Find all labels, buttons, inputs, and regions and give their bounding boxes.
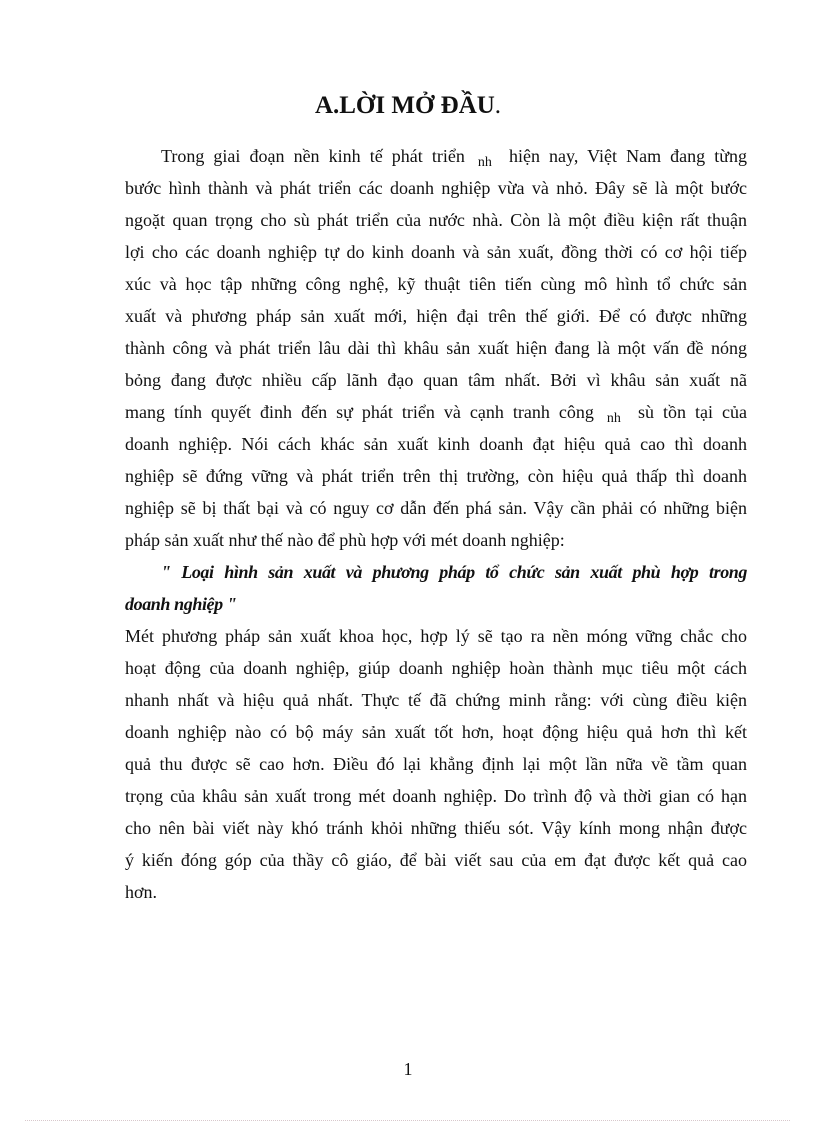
- text-line: quả thu được sẽ cao hơn. Điều đó lại khẳng định lại một lần nữa về tầm quan: [125, 754, 747, 774]
- text-line: nhanh nhất và hiệu quả nhất. Thực tế đã chứng minh rằng: với cùng điều kiện: [125, 690, 747, 710]
- text-line: xúc và học tập những công nghệ, kỹ thuật tiên tiến cùng mô hình tổ chức sản: [125, 274, 747, 294]
- stray-subscript-fragment: nh: [477, 155, 492, 170]
- text-line: " Loại hình sản xuất và phương pháp tổ chức sản xuất phù hợp trong: [161, 562, 747, 582]
- text-line: cho nên bài viết này khó tránh khỏi những thiếu sót. Vậy kính mong nhận được: [125, 818, 747, 838]
- paragraph-intro: [125, 140, 747, 556]
- stray-subscript-fragment: nh: [606, 411, 621, 426]
- paragraph-conclusion: [125, 620, 747, 908]
- document-body: [125, 140, 747, 908]
- text-line: lợi cho các doanh nghiệp tự do kinh doanh và sản xuất, đồng thời có cơ hội tiếp: [125, 242, 747, 262]
- text-line: xuất và phương pháp sản xuất mới, hiện đại trên thế giới. Để có được những: [125, 306, 747, 326]
- text-line: hơn.: [125, 882, 158, 902]
- text-line: bỏng đang được nhiều cấp lãnh đạo quan tâm nhất. Bởi vì khâu sản xuất nã: [125, 370, 747, 390]
- text-line: ngoặt quan trọng cho sù phát triển của nước nhà. Còn là một điều kiện rất thuận: [125, 210, 747, 230]
- text-line: doanh nghiệp nào có bộ máy sản xuất tốt hơn, hoạt động hiệu quả hơn thì kết: [125, 722, 747, 742]
- text-line: trọng của khâu sản xuất trong mét doanh nghiệp. Do trình độ và thời gian có hạn: [125, 786, 747, 806]
- text-line: mang tính quyết đinh đến sự phát triển và cạnh tranh công $_{nh}$ sù tồn tại của: [125, 402, 747, 426]
- text-line: thành công và phát triển lâu dài thì khâu sản xuất hiện đang là một vấn đề nóng: [125, 338, 747, 358]
- text-line: nghiệp sẽ đứng vững và phát triển trên thị trường, còn hiệu quả thấp thì doanh: [125, 466, 747, 486]
- title-period: .: [494, 92, 502, 119]
- title-text: A.LỜI MỞ ĐẦU: [314, 92, 495, 119]
- page-boundary-divider: [25, 1120, 790, 1121]
- text-line: bước hình thành và phát triển các doanh nghiệp vừa và nhỏ. Đây sẽ là một bước: [125, 178, 747, 198]
- paragraph-topic-quote: [125, 556, 747, 620]
- text-line: doanh nghiệp ": [125, 594, 237, 614]
- page-title: [0, 88, 816, 124]
- text-line: doanh nghiệp. Nói cách khác sản xuất kinh doanh đạt hiệu quả cao thì doanh: [125, 434, 747, 454]
- text-line: pháp sản xuất như thế nào để phù hợp với mét doanh nghiệp:: [125, 530, 565, 550]
- text-line: ý kiến đóng góp của thầy cô giáo, để bài viết sau của em đạt được kết quả cao: [125, 850, 747, 870]
- text-line: Trong giai đoạn nền kinh tế phát triển $_{nh}$ hiện nay, Việt Nam đang từng: [161, 146, 747, 170]
- text-line: hoạt động của doanh nghiệp, giúp doanh nghiệp hoàn thành mục tiêu một cách: [125, 658, 747, 678]
- text-line: Mét phương pháp sản xuất khoa học, hợp lý sẽ tạo ra nền móng vững chắc cho: [125, 626, 747, 646]
- page-number: 1: [403, 1059, 413, 1079]
- text-line: nghiệp sẽ bị thất bại và có nguy cơ dẫn đến phá sản. Vậy cần phải có những biện: [125, 498, 747, 518]
